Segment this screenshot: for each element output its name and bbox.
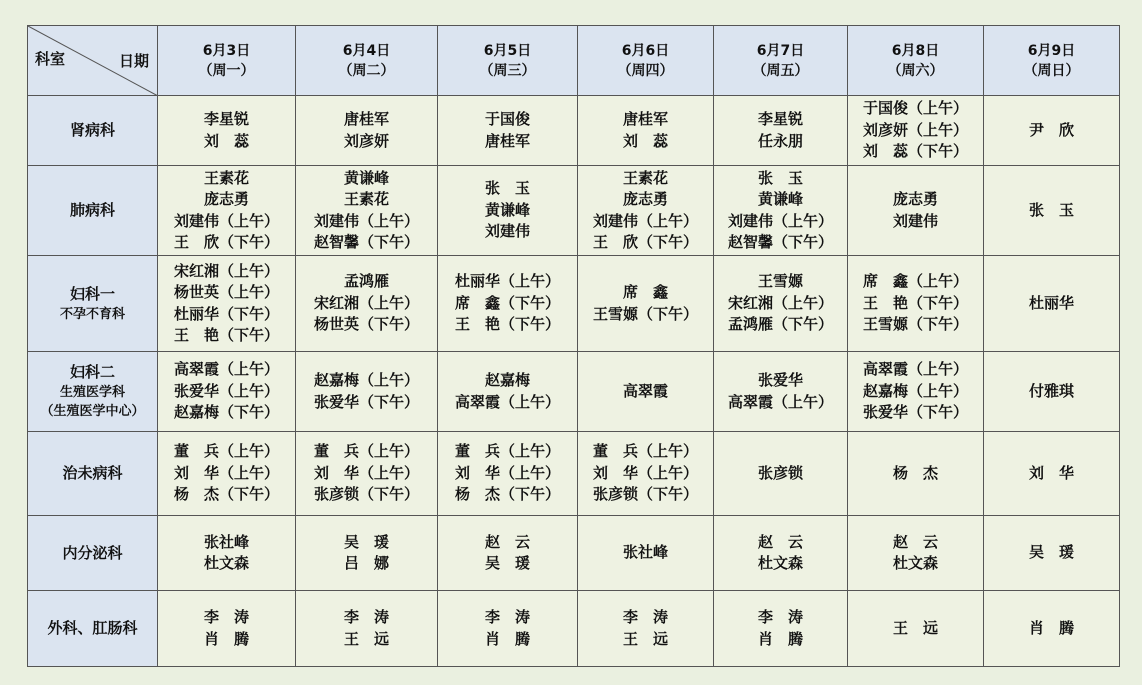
doctor-entry: 杜文森	[203, 554, 249, 572]
doctor-entry: 席 鑫（下午）	[454, 293, 560, 312]
department-name-line: 外科、肛肠科	[47, 619, 138, 637]
duty-schedule-table	[27, 25, 1120, 667]
doctor-entry: 刘 蕊（下午）	[862, 142, 968, 161]
doctor-entry: 张爱华	[757, 371, 803, 389]
doctor-entry: 王雪嫄	[757, 272, 803, 291]
doctor-entry: 肖 腾	[1028, 618, 1074, 637]
doctor-entry: 刘彦妍（上午）	[862, 120, 968, 139]
department-name-cell	[28, 96, 158, 166]
duty-cell	[438, 96, 578, 166]
department-name-line: 生殖医学科	[59, 385, 125, 400]
duty-cell	[578, 96, 714, 166]
doctor-entry: 刘 华（上午）	[454, 463, 560, 482]
doctor-entry: 宋红湘（上午）	[313, 293, 419, 312]
duty-cell	[296, 591, 438, 667]
department-name-cell	[28, 256, 158, 352]
doctor-entry: 李星锐	[757, 110, 803, 128]
header-row	[28, 26, 1120, 96]
doctor-entry: 王雪嫄（下午）	[592, 304, 698, 323]
date-label: 6月4日	[342, 42, 391, 59]
doctor-entry: 刘建伟（上午）	[727, 211, 833, 230]
doctor-entry: 张社峰	[622, 543, 668, 562]
duty-cell	[848, 352, 984, 432]
duty-cell	[714, 516, 848, 591]
duty-cell	[158, 96, 296, 166]
department-name-line: 妇科一	[69, 284, 115, 303]
duty-cell	[848, 591, 984, 667]
doctor-entry: 庞志勇	[892, 190, 938, 208]
doctor-entry: 董 兵（上午）	[173, 442, 279, 461]
doctor-entry: 王 远	[892, 618, 938, 637]
department-name-cell	[28, 432, 158, 516]
doctor-entry: 李星锐	[203, 110, 249, 128]
doctor-entry: 赵嘉梅（上午）	[313, 371, 419, 389]
doctor-entry: 张彦锁（下午）	[313, 485, 419, 504]
doctor-entry: 高翠霞（上午）	[727, 392, 833, 411]
department-row	[28, 166, 1120, 256]
duty-cell	[158, 516, 296, 591]
doctor-entry: 杨 杰	[892, 463, 938, 482]
duty-cell	[296, 96, 438, 166]
duty-cell	[714, 256, 848, 352]
doctor-entry: 董 兵（上午）	[454, 442, 560, 461]
weekday-label: （周四）	[617, 62, 674, 79]
duty-cell	[714, 432, 848, 516]
doctor-entry: 于国俊	[484, 110, 530, 128]
doctor-entry: 董 兵（上午）	[313, 442, 419, 461]
duty-cell	[296, 432, 438, 516]
schedule-body	[28, 26, 1120, 667]
duty-cell	[984, 432, 1120, 516]
date-label: 6月6日	[621, 42, 670, 59]
doctor-entry: 王 远	[343, 629, 389, 648]
doctor-entry: 于国俊（上午）	[862, 99, 968, 118]
duty-cell	[296, 256, 438, 352]
doctor-entry: 黄谦峰	[343, 168, 389, 187]
doctor-entry: 付雅琪	[1028, 381, 1074, 400]
weekday-label: （周三）	[479, 62, 536, 79]
duty-cell	[848, 432, 984, 516]
doctor-entry: 黄谦峰	[484, 200, 530, 219]
doctor-entry: 吴 瑗	[484, 554, 530, 572]
duty-cell	[984, 256, 1120, 352]
doctor-entry: 尹 欣	[1028, 120, 1074, 139]
date-header-cell	[296, 26, 438, 96]
doctor-entry: 庞志勇	[203, 190, 249, 208]
department-name-cell	[28, 352, 158, 432]
doctor-entry: 刘 华（上午）	[173, 463, 279, 482]
doctor-entry: 赵 云	[484, 532, 530, 551]
department-row	[28, 432, 1120, 516]
department-row	[28, 591, 1120, 667]
doctor-entry: 张爱华（下午）	[862, 403, 968, 422]
doctor-entry: 高翠霞	[622, 381, 668, 400]
doctor-entry: 刘彦妍	[343, 131, 389, 150]
doctor-entry: 杜文森	[892, 554, 938, 572]
duty-cell	[714, 591, 848, 667]
doctor-entry: 杨世英（上午）	[173, 283, 279, 301]
date-label: 6月5日	[483, 42, 532, 59]
doctor-entry: 杨 杰（下午）	[173, 485, 279, 504]
date-header-cell	[578, 26, 714, 96]
duty-cell	[438, 256, 578, 352]
duty-cell	[714, 166, 848, 256]
duty-cell	[984, 516, 1120, 591]
duty-cell	[578, 432, 714, 516]
doctor-entry: 李 涛	[203, 608, 249, 626]
doctor-entry: 唐桂军	[484, 131, 530, 150]
department-name-line: 肾病科	[69, 121, 115, 139]
duty-cell	[848, 516, 984, 591]
duty-cell	[848, 166, 984, 256]
doctor-entry: 刘建伟	[484, 222, 530, 241]
doctor-entry: 赵智馨（下午）	[727, 233, 833, 251]
duty-cell	[158, 166, 296, 256]
duty-cell	[578, 256, 714, 352]
department-name-line: （生殖医学中心）	[40, 404, 145, 419]
duty-cell	[438, 166, 578, 256]
duty-cell	[158, 256, 296, 352]
duty-cell	[296, 166, 438, 256]
doctor-entry: 张社峰	[203, 532, 249, 551]
doctor-entry: 王 欣（下午）	[592, 233, 698, 251]
department-name-line: 不孕不育科	[59, 306, 125, 322]
duty-cell	[848, 96, 984, 166]
department-name-cell	[28, 591, 158, 667]
doctor-entry: 任永朋	[757, 131, 803, 150]
duty-cell	[296, 516, 438, 591]
department-row	[28, 256, 1120, 352]
corner-header-cell	[28, 26, 158, 96]
weekday-label: （周日）	[1023, 62, 1080, 79]
doctor-entry: 赵 云	[757, 532, 803, 551]
doctor-entry: 赵嘉梅（下午）	[173, 403, 279, 422]
weekday-label: （周六）	[887, 62, 944, 79]
weekday-label: （周一）	[198, 62, 255, 79]
doctor-entry: 黄谦峰	[757, 190, 803, 208]
duty-cell	[984, 96, 1120, 166]
doctor-entry: 高翠霞（上午）	[862, 360, 968, 379]
date-header-cell	[438, 26, 578, 96]
doctor-entry: 肖 腾	[203, 629, 249, 648]
doctor-entry: 杜文森	[757, 554, 803, 572]
duty-cell	[984, 352, 1120, 432]
date-header-cell	[848, 26, 984, 96]
duty-cell	[578, 352, 714, 432]
date-axis-label: 日期	[118, 52, 149, 70]
duty-cell	[984, 591, 1120, 667]
date-label: 6月7日	[756, 42, 805, 59]
duty-cell	[158, 352, 296, 432]
doctor-entry: 张爱华（下午）	[313, 392, 419, 411]
doctor-entry: 王 欣（下午）	[173, 233, 279, 251]
doctor-entry: 刘 蕊	[203, 131, 249, 150]
doctor-entry: 王 远	[622, 629, 668, 648]
department-name-line: 内分泌科	[62, 543, 123, 562]
duty-cell	[438, 432, 578, 516]
doctor-entry: 肖 腾	[484, 629, 530, 648]
doctor-entry: 王素花	[203, 168, 249, 187]
department-name-line: 妇科二	[69, 363, 115, 381]
doctor-entry: 王素花	[622, 168, 668, 187]
doctor-entry: 刘建伟（上午）	[313, 211, 419, 230]
doctor-entry: 刘建伟	[892, 211, 938, 230]
department-row	[28, 516, 1120, 591]
doctor-entry: 李 涛	[484, 608, 530, 626]
doctor-entry: 张彦锁	[757, 463, 803, 482]
department-name-cell	[28, 166, 158, 256]
doctor-entry: 李 涛	[343, 608, 389, 626]
doctor-entry: 宋红湘（上午）	[173, 261, 279, 280]
doctor-entry: 董 兵（上午）	[592, 442, 698, 461]
doctor-entry: 席 鑫（上午）	[862, 272, 968, 291]
date-header-cell	[714, 26, 848, 96]
doctor-entry: 席 鑫	[622, 283, 668, 301]
duty-cell	[438, 352, 578, 432]
date-label: 6月3日	[202, 42, 251, 59]
doctor-entry: 杨 杰（下午）	[454, 485, 560, 504]
department-row	[28, 96, 1120, 166]
doctor-entry: 王 艳（下午）	[454, 315, 560, 334]
doctor-entry: 王素花	[343, 190, 389, 208]
doctor-entry: 高翠霞（上午）	[454, 392, 560, 411]
doctor-entry: 赵嘉梅（上午）	[862, 381, 968, 400]
date-label: 6月9日	[1027, 42, 1076, 59]
doctor-entry: 高翠霞（上午）	[173, 360, 279, 379]
doctor-entry: 杜丽华（上午）	[454, 272, 560, 291]
doctor-entry: 张 玉	[484, 179, 530, 198]
doctor-entry: 王 艳（下午）	[862, 293, 968, 312]
duty-cell	[438, 516, 578, 591]
doctor-entry: 张爱华（上午）	[173, 381, 279, 400]
doctor-entry: 赵 云	[892, 532, 938, 551]
department-axis-label: 科室	[35, 49, 66, 68]
doctor-entry: 刘建伟（上午）	[173, 211, 279, 230]
doctor-entry: 吴 瑗	[343, 532, 389, 551]
doctor-entry: 刘建伟（上午）	[592, 211, 698, 230]
doctor-entry: 刘 华	[1028, 463, 1074, 482]
doctor-entry: 肖 腾	[757, 629, 803, 648]
doctor-entry: 宋红湘（上午）	[727, 293, 833, 312]
doctor-entry: 杨世英（下午）	[313, 315, 419, 334]
department-name-line: 治未病科	[62, 464, 123, 482]
weekday-label: （周五）	[752, 62, 809, 79]
doctor-entry: 吕 娜	[343, 554, 389, 572]
department-name-cell	[28, 516, 158, 591]
doctor-entry: 唐桂军	[343, 110, 389, 128]
doctor-entry: 孟鸿雁（下午）	[727, 315, 833, 334]
duty-cell	[578, 516, 714, 591]
doctor-entry: 庞志勇	[622, 190, 668, 208]
duty-cell	[296, 352, 438, 432]
doctor-entry: 张彦锁（下午）	[592, 485, 698, 504]
doctor-entry: 刘 华（上午）	[592, 463, 698, 482]
duty-cell	[848, 256, 984, 352]
duty-cell	[714, 352, 848, 432]
date-label: 6月8日	[891, 42, 940, 59]
doctor-entry: 王雪嫄（下午）	[862, 315, 968, 334]
duty-cell	[984, 166, 1120, 256]
doctor-entry: 王 艳（下午）	[173, 326, 279, 344]
doctor-entry: 孟鸿雁	[343, 272, 389, 291]
doctor-entry: 杜丽华	[1028, 293, 1074, 312]
weekday-label: （周二）	[338, 62, 395, 79]
doctor-entry: 刘 蕊	[622, 131, 668, 150]
doctor-entry: 张 玉	[1028, 200, 1074, 219]
duty-cell	[158, 591, 296, 667]
duty-cell	[578, 591, 714, 667]
doctor-entry: 刘 华（上午）	[313, 463, 419, 482]
date-header-cell	[158, 26, 296, 96]
duty-cell	[578, 166, 714, 256]
doctor-entry: 张 玉	[757, 168, 803, 187]
doctor-entry: 李 涛	[622, 608, 668, 626]
doctor-entry: 赵智馨（下午）	[313, 233, 419, 251]
department-row	[28, 352, 1120, 432]
duty-cell	[158, 432, 296, 516]
duty-cell	[438, 591, 578, 667]
doctor-entry: 吴 瑗	[1028, 543, 1074, 562]
doctor-entry: 唐桂军	[622, 110, 668, 128]
department-name-line: 肺病科	[69, 201, 115, 219]
duty-cell	[714, 96, 848, 166]
doctor-entry: 李 涛	[757, 608, 803, 626]
date-header-cell	[984, 26, 1120, 96]
doctor-entry: 赵嘉梅	[484, 371, 530, 389]
doctor-entry: 杜丽华（下午）	[173, 304, 279, 323]
